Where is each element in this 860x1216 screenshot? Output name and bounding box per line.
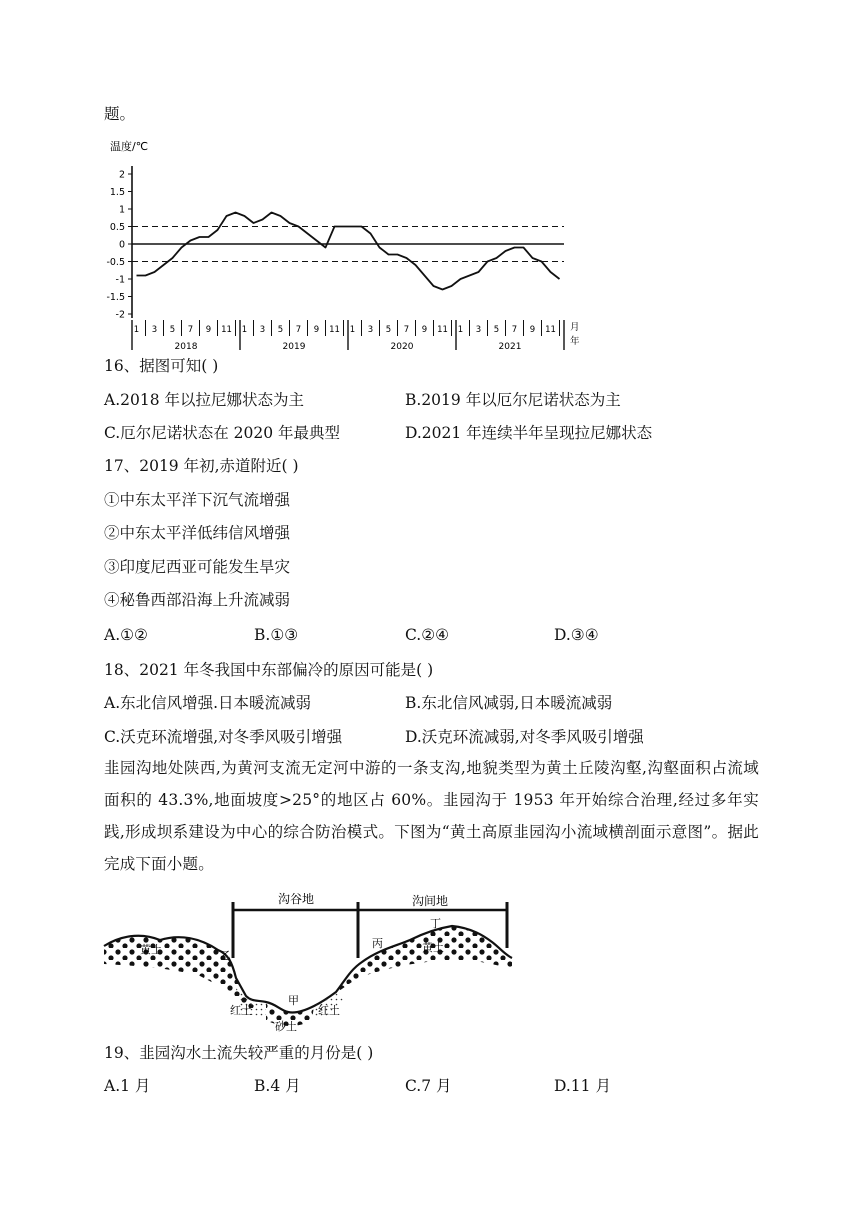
q19-option-a: A.1 月 (104, 1077, 151, 1095)
y-tick-label: -1 (115, 274, 125, 286)
year-label: 2019 (282, 342, 306, 352)
gully-label: 沟谷地 (278, 892, 315, 906)
q17-stem: 17、2019 年初,赤道附近( ) (104, 457, 299, 475)
cross-section-diagram (100, 888, 520, 1034)
year-label: 2021 (498, 342, 522, 352)
q19-stem: 19、韭园沟水土流失较严重的月份是( ) (104, 1044, 374, 1062)
x-unit-month: 月 (570, 322, 580, 333)
passage-text: 韭园沟地处陕西,为黄河支流无定河中游的一条支沟,地貌类型为黄土丘陵沟壑,沟壑面积占流域面积的 43.3%,地面坡度>25°的地区占 60%。韭园沟于 1953 年开始综合治理,经过多年实践,形成坝系建设为中心的综合防治模式。下图为“黄土高原韭园沟小流域横剖面示意图”。据此完成下面小题。 (104, 759, 759, 873)
year-label: 2020 (390, 342, 414, 352)
q17-item-4: ④秘鲁西部沿海上升流减弱 (104, 591, 291, 609)
q17-item-3: ③印度尼西亚可能发生旱灾 (104, 558, 291, 576)
month-tick-label: 5 (169, 325, 176, 335)
q17-option-a: A.①② (104, 626, 148, 644)
y-tick-label: -0.5 (106, 257, 125, 268)
y-tick-label: -1.5 (106, 292, 125, 303)
q16-option-c: C.厄尔尼诺状态在 2020 年最典型 (104, 424, 341, 442)
month-tick-label: 3 (475, 325, 482, 335)
month-tick-label: 1 (457, 325, 464, 335)
month-tick-label: 9 (529, 325, 536, 335)
sand-soil-label: 砂土 (275, 1020, 297, 1033)
temperature-anomaly-chart (104, 136, 594, 352)
loess-right-layer (336, 926, 512, 992)
y-tick-label: 0 (118, 239, 125, 251)
y-tick-label: -2 (115, 309, 125, 321)
q16-option-b: B.2019 年以厄尔尼诺状态为主 (405, 391, 621, 409)
y-tick-label: 0.5 (109, 222, 125, 233)
q17-option-d: D.③④ (554, 626, 599, 644)
month-tick-label: 7 (187, 325, 194, 335)
q18-stem: 18、2021 年冬我国中东部偏冷的原因可能是( ) (104, 661, 434, 679)
month-tick-label: 7 (511, 325, 518, 335)
month-tick-label: 3 (367, 325, 374, 335)
year-label: 2018 (174, 342, 198, 352)
q17-item-1: ①中东太平洋下沉气流增强 (104, 491, 291, 509)
month-tick-label: 5 (493, 325, 500, 335)
point-bing-label: 丙 (372, 937, 383, 950)
q19-option-b: B.4 月 (254, 1077, 301, 1095)
y-axis-label: 温度/℃ (110, 140, 149, 153)
month-tick-label: 5 (277, 325, 284, 335)
month-tick-label: 1 (349, 325, 356, 335)
month-tick-label: 9 (313, 325, 320, 335)
month-tick-label: 7 (295, 325, 302, 335)
q17-option-c: C.②④ (405, 626, 450, 644)
point-jia-label: 甲 (288, 994, 299, 1007)
inter-gully-label: 沟间地 (412, 894, 449, 908)
y-tick-label: 1 (118, 204, 125, 216)
month-tick-label: 11 (329, 325, 340, 335)
q18-option-b: B.东北信风减弱,日本暖流减弱 (405, 694, 613, 712)
q19-option-c: C.7 月 (405, 1077, 452, 1095)
q18-option-a: A.东北信风增强.日本暖流减弱 (104, 694, 312, 712)
loess-left-layer (104, 936, 260, 1010)
red-soil-left-label: 红土 (230, 1004, 252, 1017)
temperature-series-line (137, 213, 560, 290)
month-tick-label: 9 (421, 325, 428, 335)
month-tick-label: 11 (437, 325, 448, 335)
month-tick-label: 11 (545, 325, 556, 335)
q17-option-b: B.①③ (254, 626, 299, 644)
q16-option-a: A.2018 年以拉尼娜状态为主 (104, 391, 304, 409)
month-tick-label: 11 (221, 325, 232, 335)
month-tick-label: 9 (205, 325, 212, 335)
q16-stem: 16、据图可知( ) (104, 357, 219, 375)
point-yi-label: 乙 (220, 949, 231, 962)
y-tick-label: 2 (118, 169, 125, 181)
month-tick-label: 3 (151, 325, 158, 335)
q19-option-d: D.11 月 (554, 1077, 611, 1095)
q16-option-d: D.2021 年连续半年呈现拉尼娜状态 (405, 424, 653, 442)
chart-plot-area (106, 166, 580, 352)
month-tick-label: 3 (259, 325, 266, 335)
x-unit-year: 年 (570, 336, 580, 347)
loess-left-label: 黄土 (140, 943, 162, 956)
loess-right-label: 黄土 (422, 941, 444, 954)
lead-fragment: 题。 (104, 105, 136, 123)
month-tick-label: 1 (241, 325, 248, 335)
y-tick-label: 1.5 (109, 187, 125, 198)
month-tick-label: 7 (403, 325, 410, 335)
red-soil-right-label: 红土 (318, 1004, 340, 1017)
month-tick-label: 1 (133, 325, 140, 335)
q18-option-d: D.沃克环流减弱,对冬季风吸引增强 (405, 728, 644, 746)
point-ding-label: 丁 (430, 917, 441, 930)
q17-item-2: ②中东太平洋低纬信风增强 (104, 524, 291, 542)
month-tick-label: 5 (385, 325, 392, 335)
q18-option-c: C.沃克环流增强,对冬季风吸引增强 (104, 728, 343, 746)
